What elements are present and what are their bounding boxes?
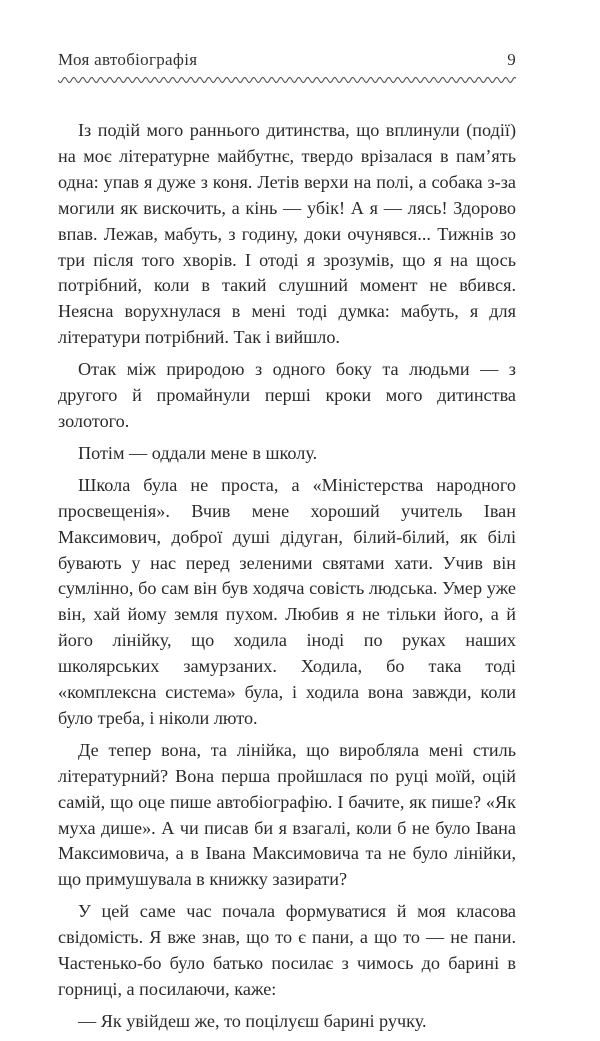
- running-title: Моя автобіографія: [58, 50, 198, 69]
- paragraph: Із подій мого раннього дитинства, що вплинули (події) на моє літературне майбутнє, твердо врізалася в пам’ять одна: упав я дуже з коня. Летів верхи на полі, а собака з-за могили як вискочить, а кінь — убік! А я — лясь! Здорово впав. Лежав, мабуть, з годину, доки очунявся... Тижнів зо три після того хворів. І отоді я зрозумів, що я на щось потрібний, коли в такий слушний момент не вбився. Неясна ворухнулася в мені тоді думка: мабуть, я для літератури потрібний. Так і вийшло.: [58, 120, 516, 348]
- wavy-divider: [58, 74, 516, 86]
- body-text: [58, 118, 516, 1041]
- paragraph: Потім — оддали мене в школу.: [78, 442, 318, 463]
- paragraph-dialog-line: — Як увійдеш же, то поцілуєш барині ручку.: [78, 1010, 427, 1031]
- paragraph: У цей саме час почала формуватися й моя класова свідомість. Я вже знав, що то є пани, а що то — не пани. Частенько-бо було батько посилає з чимось до барині в горниці, а посилаючи, каже:: [58, 901, 516, 999]
- paragraph: Де тепер вона, та лінійка, що виробляла мені стиль літературний? Вона перша пройшлася по руці моїй, оцій самій, що оце пише автобіографію. І бачите, як пише? «Як муха дише». А чи писав би я взагалі, коли б не було Івана Максимовича, а в Івана Максимовича та не було лінійки, що примушувала в книжку зазирати?: [58, 739, 516, 890]
- running-header: [58, 40, 516, 70]
- paragraph: Отак між природою з одного боку та людьми — з другого й промайнули перші кроки мого дитинства золотого.: [58, 359, 516, 431]
- paragraph: Школа була не проста, а «Міністерства народного просвещенія». Вчив мене хороший учитель Іван Максимович, доброї душі дідуган, білий-білий, як білі бувають у нас перед зеленими святами хати. Учив він сумлінно, бо сам він був ходяча совість людська. Умер уже він, хай йому земля пухом. Любив я не тільки його, а й його лінійку, що ходила іноді по руках наших школярських замурзаних. Ходила, бо така тоді «комплексна система» була, і ходила вона завжди, коли було треба, і ніколи люто.: [58, 474, 516, 728]
- page-number: 9: [507, 50, 516, 69]
